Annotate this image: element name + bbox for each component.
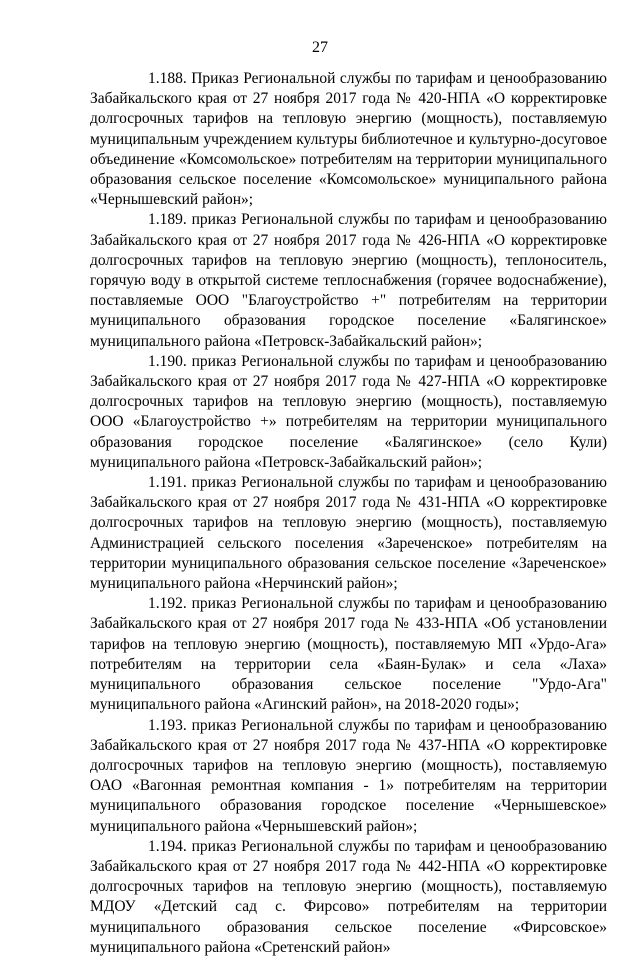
list-item [90, 210, 607, 351]
item-number: 1.189. [148, 211, 187, 229]
item-text: приказ Региональной службы по тарифам и ценообразованию Забайкальского края от 27 ноября 2017 года № 433-НПА «Об установлении тарифов на тепловую энергию (мощность), поставляемую МП «Урдо-Ага» потребителям на территории села «Баян-Булак» и села «Лаха» муниципального образования сельское поселение "Урдо-Ага" муниципального района «Агинский район», на 2018-2020 годы»; [90, 595, 607, 714]
item-number: 1.193. [148, 716, 187, 734]
item-text: приказ Региональной службы по тарифам и ценообразованию Забайкальского края от 27 ноября 2017 года № 427-НПА «О корректировке долгосрочных тарифов на тепловую энергию (мощность), поставляемую ООО «Благоустройство +» потребителям на территории муниципального образования городское поселение «Балягинское» (село Кули) муниципального района «Петровск-Забайкальский район»; [90, 352, 607, 471]
item-text: приказ Региональной службы по тарифам и ценообразованию Забайкальского края от 27 ноября 2017 года № 437-НПА «О корректировке долгосрочных тарифов на тепловую энергию (мощность), поставляемую ОАО «Вагонная ремонтная компания - 1» потребителям на территории муниципального образования городское поселение «Чернышевское» муниципального района «Чернышевский район»; [90, 716, 607, 835]
item-text: Приказ Региональной службы по тарифам и ценообразованию Забайкальского края от 27 ноября 2017 года № 420-НПА «О корректировке долгосрочных тарифов на тепловую энергию (мощность), поставляемую муниципальным учреждением культуры библиотечное и культурно-досуговое объединение «Комсомольское» потребителям на территории муниципального образования сельское поселение «Комсомольское» муниципального района «Чернышевский район»; [90, 70, 608, 209]
item-number: 1.192. [148, 595, 187, 613]
list-item [90, 837, 607, 958]
document-body [90, 69, 607, 958]
item-number: 1.191. [148, 474, 187, 492]
item-text: приказ Региональной службы по тарифам и ценообразованию Забайкальского края от 27 ноября 2017 года № 431-НПА «О корректировке долгосрочных тарифов на тепловую энергию (мощность), поставляемую Администрацией сельского поселения «Зареченское» потребителям на территории муниципального образования сельское поселение «Зареченское» муниципального района «Нерчинский район»; [90, 474, 607, 593]
list-item [90, 69, 607, 210]
list-item [90, 352, 607, 473]
item-number: 1.194. [148, 837, 187, 855]
item-text: приказ Региональной службы по тарифам и ценообразованию Забайкальского края от 27 ноября 2017 года № 426-НПА «О корректировке долгосрочных тарифов на тепловую энергию (мощность), теплоноситель, горячую воду в открытой системе теплоснабжения (горячее водоснабжение), поставляемые ООО "Благоустройство +" потребителям на территории муниципального образования городское поселение «Балягинское» муниципального района «Петровск-Забайкальский район»; [90, 211, 607, 350]
list-item [90, 716, 607, 837]
list-item [90, 594, 607, 715]
page-number: 27 [312, 39, 328, 56]
item-number: 1.190. [148, 352, 187, 370]
list-item [90, 473, 607, 594]
item-number: 1.188. [148, 70, 187, 87]
item-text: приказ Региональной службы по тарифам и ценообразованию Забайкальского края от 27 ноября 2017 года № 442-НПА «О корректировке долгосрочных тарифов на тепловую энергию (мощность), поставляемую МДОУ «Детский сад с. Фирсово» потребителям на территории муниципального образования сельское поселение «Фирсовское» муниципального района «Сретенский район» [90, 837, 607, 956]
